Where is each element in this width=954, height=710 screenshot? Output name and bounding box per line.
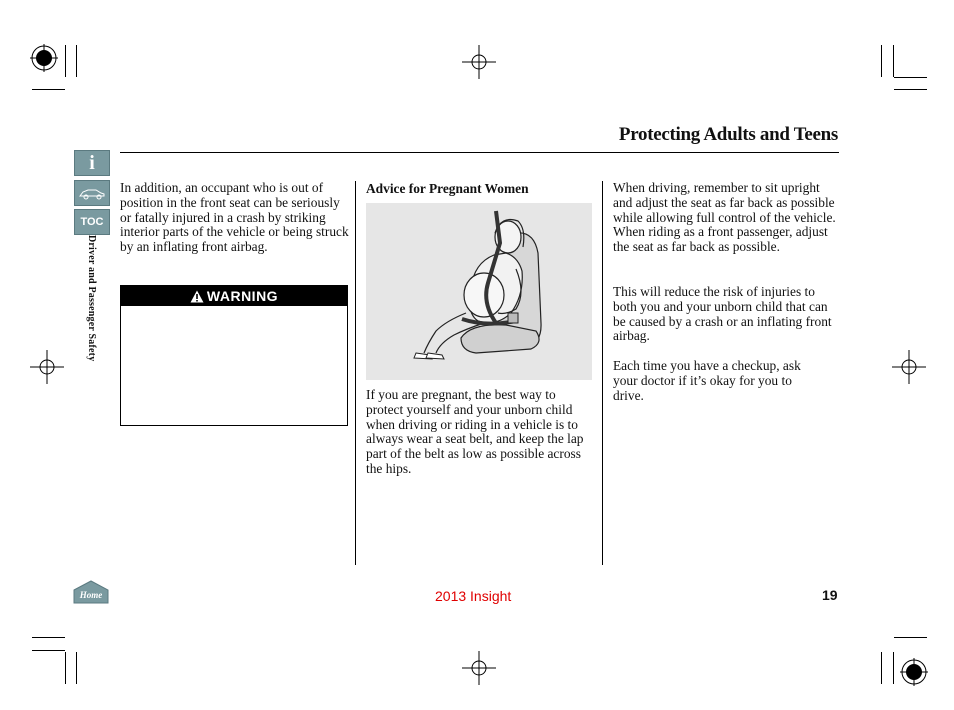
home-button[interactable] bbox=[73, 580, 109, 604]
warning-triangle-icon bbox=[190, 290, 204, 303]
warning-box bbox=[120, 285, 348, 426]
page-title: Protecting Adults and Teens bbox=[618, 124, 838, 145]
home-label: Home bbox=[79, 590, 103, 600]
toc-label: TOC bbox=[80, 216, 104, 228]
warning-label: WARNING bbox=[206, 288, 279, 304]
column2-paragraph: If you are pregnant, the best way to protect yourself and your unborn child when driving or riding in a vehicle is to always wear a seat belt, and keep the lap part of the belt as low as possible across the hips. bbox=[366, 387, 584, 476]
registration-target-icon bbox=[30, 44, 58, 72]
section-label: Driver and Passenger Safety bbox=[86, 235, 97, 362]
car-icon bbox=[78, 186, 106, 200]
column2-heading: Advice for Pregnant Women bbox=[366, 181, 529, 196]
warning-header bbox=[121, 286, 347, 306]
page-number: 19 bbox=[822, 587, 838, 603]
crosshair-icon bbox=[462, 45, 496, 79]
registration-target-icon bbox=[900, 658, 928, 686]
crosshair-icon bbox=[892, 350, 926, 384]
toc-button[interactable] bbox=[74, 209, 110, 235]
column1-paragraph: In addition, an occupant who is out of position in the front seat can be seriously or fatally injured in a crash by striking interior parts of the vehicle or being struck by an inflating front airbag. bbox=[120, 180, 349, 255]
crosshair-icon bbox=[462, 651, 496, 685]
vehicle-index-button[interactable] bbox=[74, 180, 110, 206]
info-icon: i bbox=[89, 151, 95, 174]
header-rule bbox=[120, 152, 839, 153]
model-label[interactable]: 2013 Insight bbox=[435, 588, 512, 604]
column-divider bbox=[602, 181, 603, 565]
column3-paragraph-3: Each time you have a checkup, ask your doctor if it’s okay for you to drive. bbox=[613, 358, 801, 403]
pregnant-woman-seatbelt-illustration bbox=[366, 203, 592, 380]
crosshair-icon bbox=[30, 350, 64, 384]
column3-paragraph-1: When driving, remember to sit upright and adjust the seat as far back as possible while allowing full control of the vehicle. When riding as a front passenger, adjust the seat as far back as possible. bbox=[613, 180, 836, 255]
column3-paragraph-2: This will reduce the risk of injuries to both you and your unborn child that can be caused by a crash or an inflating front airbag. bbox=[613, 284, 832, 344]
info-button[interactable] bbox=[74, 150, 110, 176]
column-divider bbox=[355, 181, 356, 565]
